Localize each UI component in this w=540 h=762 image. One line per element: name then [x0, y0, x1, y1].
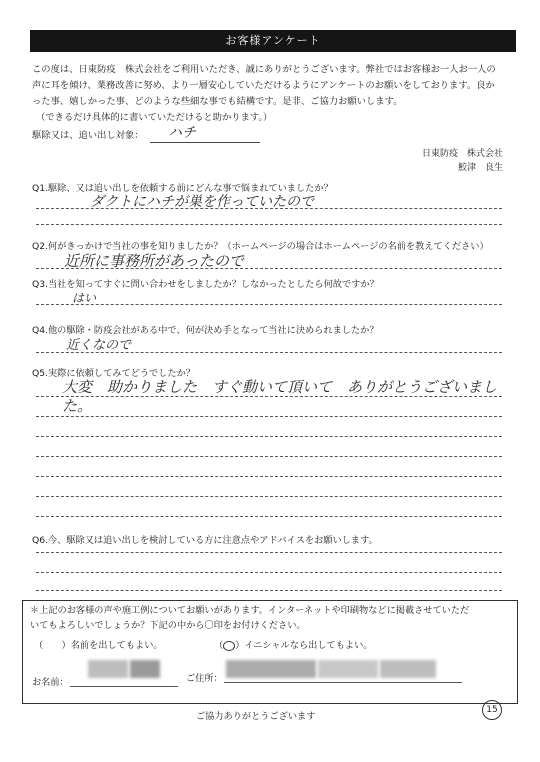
target-row	[32, 127, 144, 141]
answer-line	[36, 516, 502, 517]
question-3: Q3.当社を知ってすぐに問い合わせをしましたか？しなかったとしたら何故ですか？	[32, 279, 379, 290]
answer-3: はい	[72, 291, 97, 305]
answer-line	[36, 572, 502, 573]
permission-line-1: ＊上記のお客様の声や施工例についてお願いがあります。インターネットや印刷物などに掲載させていただ	[30, 605, 470, 616]
answer-line	[36, 224, 502, 225]
company-name: 日東防疫 株式会社	[422, 149, 504, 159]
answer-1: ダクトにハチが巣を作っていたので	[90, 194, 314, 210]
target-underline	[150, 142, 260, 143]
answer-line	[36, 590, 502, 591]
target-answer: ハチ	[168, 125, 196, 141]
option-initial-label: イニシャルなら出してもよい。	[244, 640, 373, 651]
survey-title: お客様アンケート	[30, 30, 516, 52]
thanks-text: ご協力ありがとうございます	[196, 711, 316, 722]
intro-line-1: この度は、日東防疫 株式会社をご利用いただき、誠にありがとうございます。弊社ではお客様お一人お一人の	[32, 64, 496, 75]
answer-line	[36, 268, 502, 269]
intro-text	[32, 62, 512, 126]
option-name[interactable]: （ ）名前を出してもよい。	[34, 640, 163, 651]
answer-line	[36, 496, 502, 497]
answer-line	[36, 396, 502, 397]
option-initial[interactable]: （ ）イニシャルなら出してもよい。	[214, 640, 373, 651]
redacted-address-3	[380, 660, 436, 678]
company-person: 鮫津 良生	[458, 163, 504, 173]
question-5: Q5.実際に依頼してみてどうでしたか？	[32, 368, 195, 379]
answer-5: 大変 助かりました すぐ動いて頂いて ありがとうございました。	[62, 378, 498, 415]
option-name-label: 名前を出してもよい。	[70, 640, 163, 651]
name-underline	[70, 686, 178, 687]
name-label: お名前：	[32, 677, 69, 688]
answer-line	[36, 208, 502, 209]
answer-line	[36, 476, 502, 477]
redacted-name-1	[88, 660, 128, 678]
redacted-address-2	[318, 660, 378, 678]
address-underline	[224, 682, 462, 683]
target-label: 駆除又は、追い出し対象：	[32, 130, 144, 141]
address-label: ご住所：	[186, 673, 223, 684]
permission-text	[30, 603, 512, 633]
page-number: 15	[482, 700, 502, 720]
permission-line-2: いてもよろしいでしょうか？下記の中から〇印をお付けください。	[30, 620, 306, 631]
answer-line	[36, 304, 502, 305]
question-2: Q2.何がきっかけで当社の事を知りましたか？（ホームページの場合はホームページの名前を教えてください）	[32, 241, 489, 252]
question-6: Q6.今、駆除又は追い出しを検討している方に注意点やアドバイスをお願いします。	[32, 535, 378, 546]
intro-line-3: った事、嬉しかった事、どのような些細な事でも結構です。是非、ご協力お願いします。	[32, 96, 403, 107]
answer-line	[36, 552, 502, 553]
answer-line	[36, 416, 502, 417]
redacted-name-2	[130, 660, 160, 678]
answer-line	[36, 352, 502, 353]
answer-4: 近くなので	[66, 338, 132, 353]
answer-2: 近所に事務所があったので	[64, 252, 244, 270]
question-4: Q4.他の駆除・防疫会社がある中で、何が決め手となって当社に決められましたか？	[32, 325, 379, 336]
intro-line-2: 声に耳を傾け、業務改善に努め、より一層安心していただけるようにアンケートのお願いをしております。良か	[32, 80, 495, 91]
redacted-address-1	[226, 660, 316, 678]
intro-note: （できるだけ具体的に書いていただけると助かります。）	[36, 112, 273, 123]
answer-line	[36, 436, 502, 437]
question-1: Q1.駆除、又は追い出しを依頼する前にどんな事で悩まれていましたか？	[32, 183, 333, 194]
answer-line	[36, 456, 502, 457]
circle-mark-icon	[223, 641, 235, 651]
